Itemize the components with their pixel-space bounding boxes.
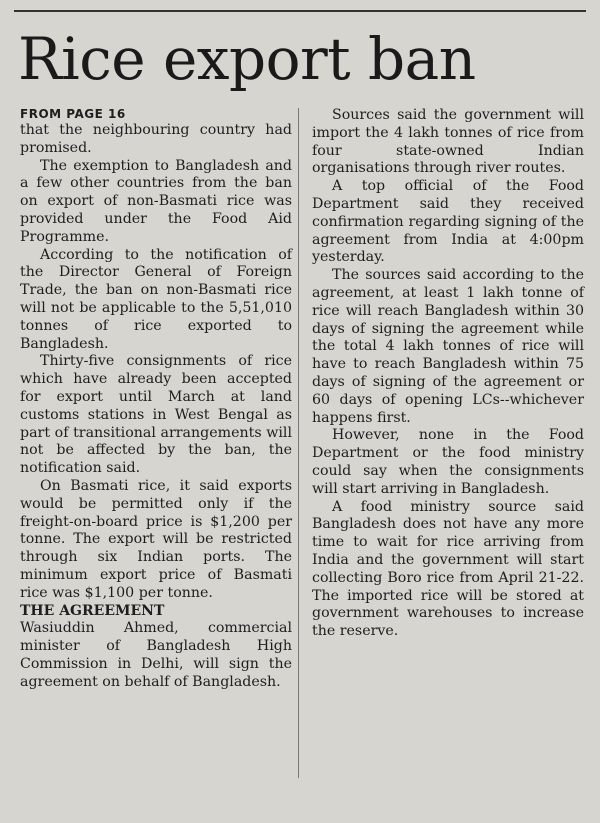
article-paragraph: The exemption to Bangladesh and a few other countries from the ban on export of non-Basmati rice was provided under the Food Aid Programme. [20, 157, 292, 245]
right-paragraphs [312, 107, 584, 641]
subhead: THE AGREEMENT [20, 602, 165, 619]
left-after-subhead-paragraphs [20, 620, 292, 691]
left-column [20, 107, 292, 692]
article-paragraph: that the neighbouring country had promised. [20, 122, 292, 156]
article-paragraph: Wasiuddin Ahmed, commercial minister of Bangladesh High Commission in Delhi, will sign the agreement on behalf of Bangladesh. [20, 620, 292, 690]
top-rule [14, 10, 586, 12]
headline: Rice export ban [18, 25, 476, 93]
article-paragraph: A top official of the Food Department said they received confirmation regarding signing of the agreement from India at 4:00pm yesterday. [312, 178, 584, 266]
column-divider [298, 108, 299, 778]
right-column [312, 107, 584, 641]
article-paragraph: The sources said according to the agreement, at least 1 lakh tonne of rice will reach Bangladesh within 30 days of signing the agreement while the total 4 lakh tonnes of rice will have to reach Bangladesh within 75 days of signing of the agreement or 60 days of opening LCs--whichever happens first. [312, 267, 584, 426]
continuation-label: FROM PAGE 16 [20, 107, 126, 121]
article-paragraph: However, none in the Food Department or the food ministry could say when the consignments will start arriving in Bangladesh. [312, 427, 584, 497]
article-paragraph: On Basmati rice, it said exports would be permitted only if the freight-on-board price is $1,200 per tonne. The export will be restricted through six Indian ports. The minimum export price of Basmati rice was $1,100 per tonne. [20, 477, 292, 601]
article-paragraph: Thirty-five consignments of rice which have already been accepted for export until March at land customs stations in West Bengal as part of transitional arrangements will not be affected by the ban, the notification said. [20, 353, 292, 477]
left-paragraphs [20, 122, 292, 603]
article-paragraph: A food ministry source said Bangladesh does not have any more time to wait for rice arriving from India and the government will start collecting Boro rice from April 21-22. The imported rice will be stored at government warehouses to increase the reserve. [312, 498, 584, 640]
article-paragraph: Sources said the government will import the 4 lakh tonnes of rice from four state-owned Indian organisations through river routes. [312, 107, 584, 177]
article-paragraph: According to the notification of the Director General of Foreign Trade, the ban on non-Basmati rice will not be applicable to the 5,51,010 tonnes of rice exported to Bangladesh. [20, 246, 292, 352]
